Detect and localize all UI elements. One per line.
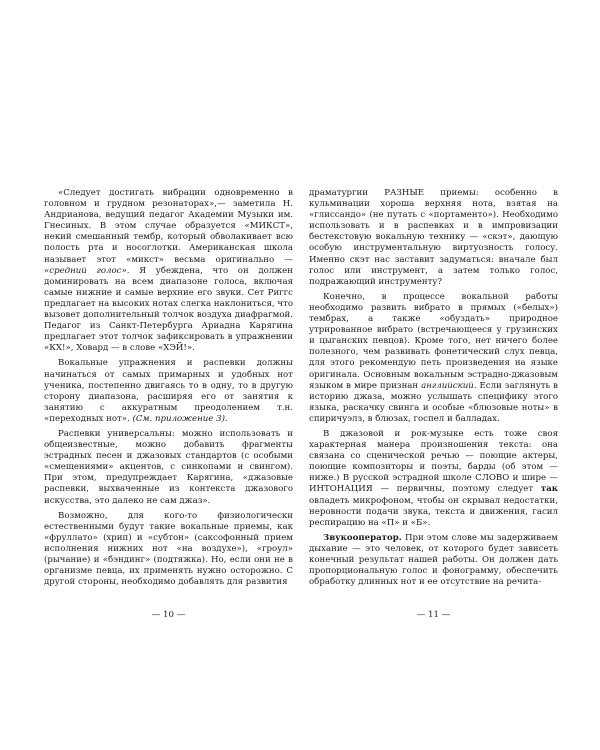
paragraph [44,188,293,354]
paragraph: Возможно, для кого-то физиологически естественными будут такие вокальные приемы, как «фруллато» (хрип) и «субтон» (саксофонный прием исполнения нижних нот «на воздухе»), «гроул» (рычание) и «бэндинг» (подтяжка). Но, если они не в организме певца, их применять нужно осторожно. С другой стороны, необходимо добавлять для развития [44,510,293,588]
text-run-bold: Звукооператор. [323,532,402,543]
text-run: овладеть микрофоном, чтобы он скрывал недостатки, неровности подачи звука, текста и движения, гасил респирацию на «П» и «Б». [309,495,558,528]
text-run: Конечно, в процессе вокальной работы необходимо развить вибрато в прямых («белых») тембрах, а также «обуздать» природное утрированное вибрато (встречающееся у грузинских и цыганских певцов). Кроме того, нет ничего более полезного, чем развивать фонетический слух певца, для этого рекомендую петь произведения на языке оригинала. Основным вокальным эстрадно-джазовым языком в мире признан [309,291,558,391]
paragraph: драматургии РАЗНЫЕ приемы: особенно в кульминации хороша верхняя нота, взятая на «глиссандо» (не путать с «портаменто»). Необходимо использовать и в распевках и в импровизации бестекстовую вокальную технику — «скэт», дающую особую инструментальную виртуозность голосу. Именно скэт нас заставит задуматься: вначале был голос или инструмент, а затем только голос, подражающий инструменту? [309,188,558,287]
text-run: Вокальные упражнения и распевки должны начинаться от самых примарных и удобных нот ученика, постепенно двигаясь то в одну, то в другую сторону диапазона, расширяя его от занятия к занятию с аккуратным преодолением т.н. «переходных нот». [44,358,293,424]
right-page-text [309,188,558,592]
text-run: В джазовой и рок-музыке есть тоже своя характерная манера произношения текста: она связана со сценической речью — поющие актеры, поющие композиторы и поэты, барды (об этом — ниже.) В русской эстрадной школе СЛОВО и шире — ИНТОНАЦИЯ — первичны, поэтому следует [309,428,558,495]
text-run: «Следует достигать вибрации одновременно в головном и грудном резонаторах»,— заметила Н. Андрианова, ведущий педагог Академии Музыки им. Гнесиных. В этом случае образуется «МИКСТ», некий смешанный тембр, который обволакивает всю полость рта и носоглотки. Американская школа называет этот «микст» весьма оригинально — [44,188,293,265]
paragraph [309,533,558,588]
text-run: . Если заглянуть в историю джаза, можно услышать специфику этого языка, раскачку свинга и особые «блюзовые ноты» в спиричуэлз, в блюзах, госпел и балладах. [309,380,559,424]
paragraph: Распевки универсальны: можно использовать и общеизвестные, можно добавить фрагменты эстрадных песен и джазовых стандартов (с особыми «смещениями» акцентов, с синкопами и свингом). При этом, предупреждает Карягина, «джазовые распевки, выхваченные из контекста джазового искусства, это далеко не сам джаз». [44,428,293,506]
text-run-bold: так [540,484,558,495]
appendix-reference: (См. приложение 3). [132,413,228,424]
text-run-italic: английский [421,380,474,391]
page-number-right: — 11 — [416,610,451,620]
left-page-text [44,188,293,592]
paragraph [309,292,558,425]
paragraph [44,358,293,425]
page-number-left: — 10 — [151,610,186,620]
text-run: При этом слове мы задерживаем дыхание — это человек, от которого будет зависеть конечный результат нашей работы. Он должен дать пропорциональную голос и фонограмму, обеспечить обработку длинных нот и ее отсутствие на речита- [309,532,558,588]
text-run-italic: «средний голос» [44,265,127,276]
text-run: . Я убеждена, что он должен доминировать на всем диапазоне голоса, включая самые нижние и самые верхние его звуки. Сет Риггс предлагает на высоких нотах слегка наклониться, что вызовет дополнительный толчок воздуха диафрагмой. Педагог из Санкт-Петербурга Ариадна Карягина предлагает этот толчок зафиксировать в упражнении «КХ!», Ховард — в слове «ХЭЙ!». [44,265,293,354]
paragraph [309,429,558,529]
